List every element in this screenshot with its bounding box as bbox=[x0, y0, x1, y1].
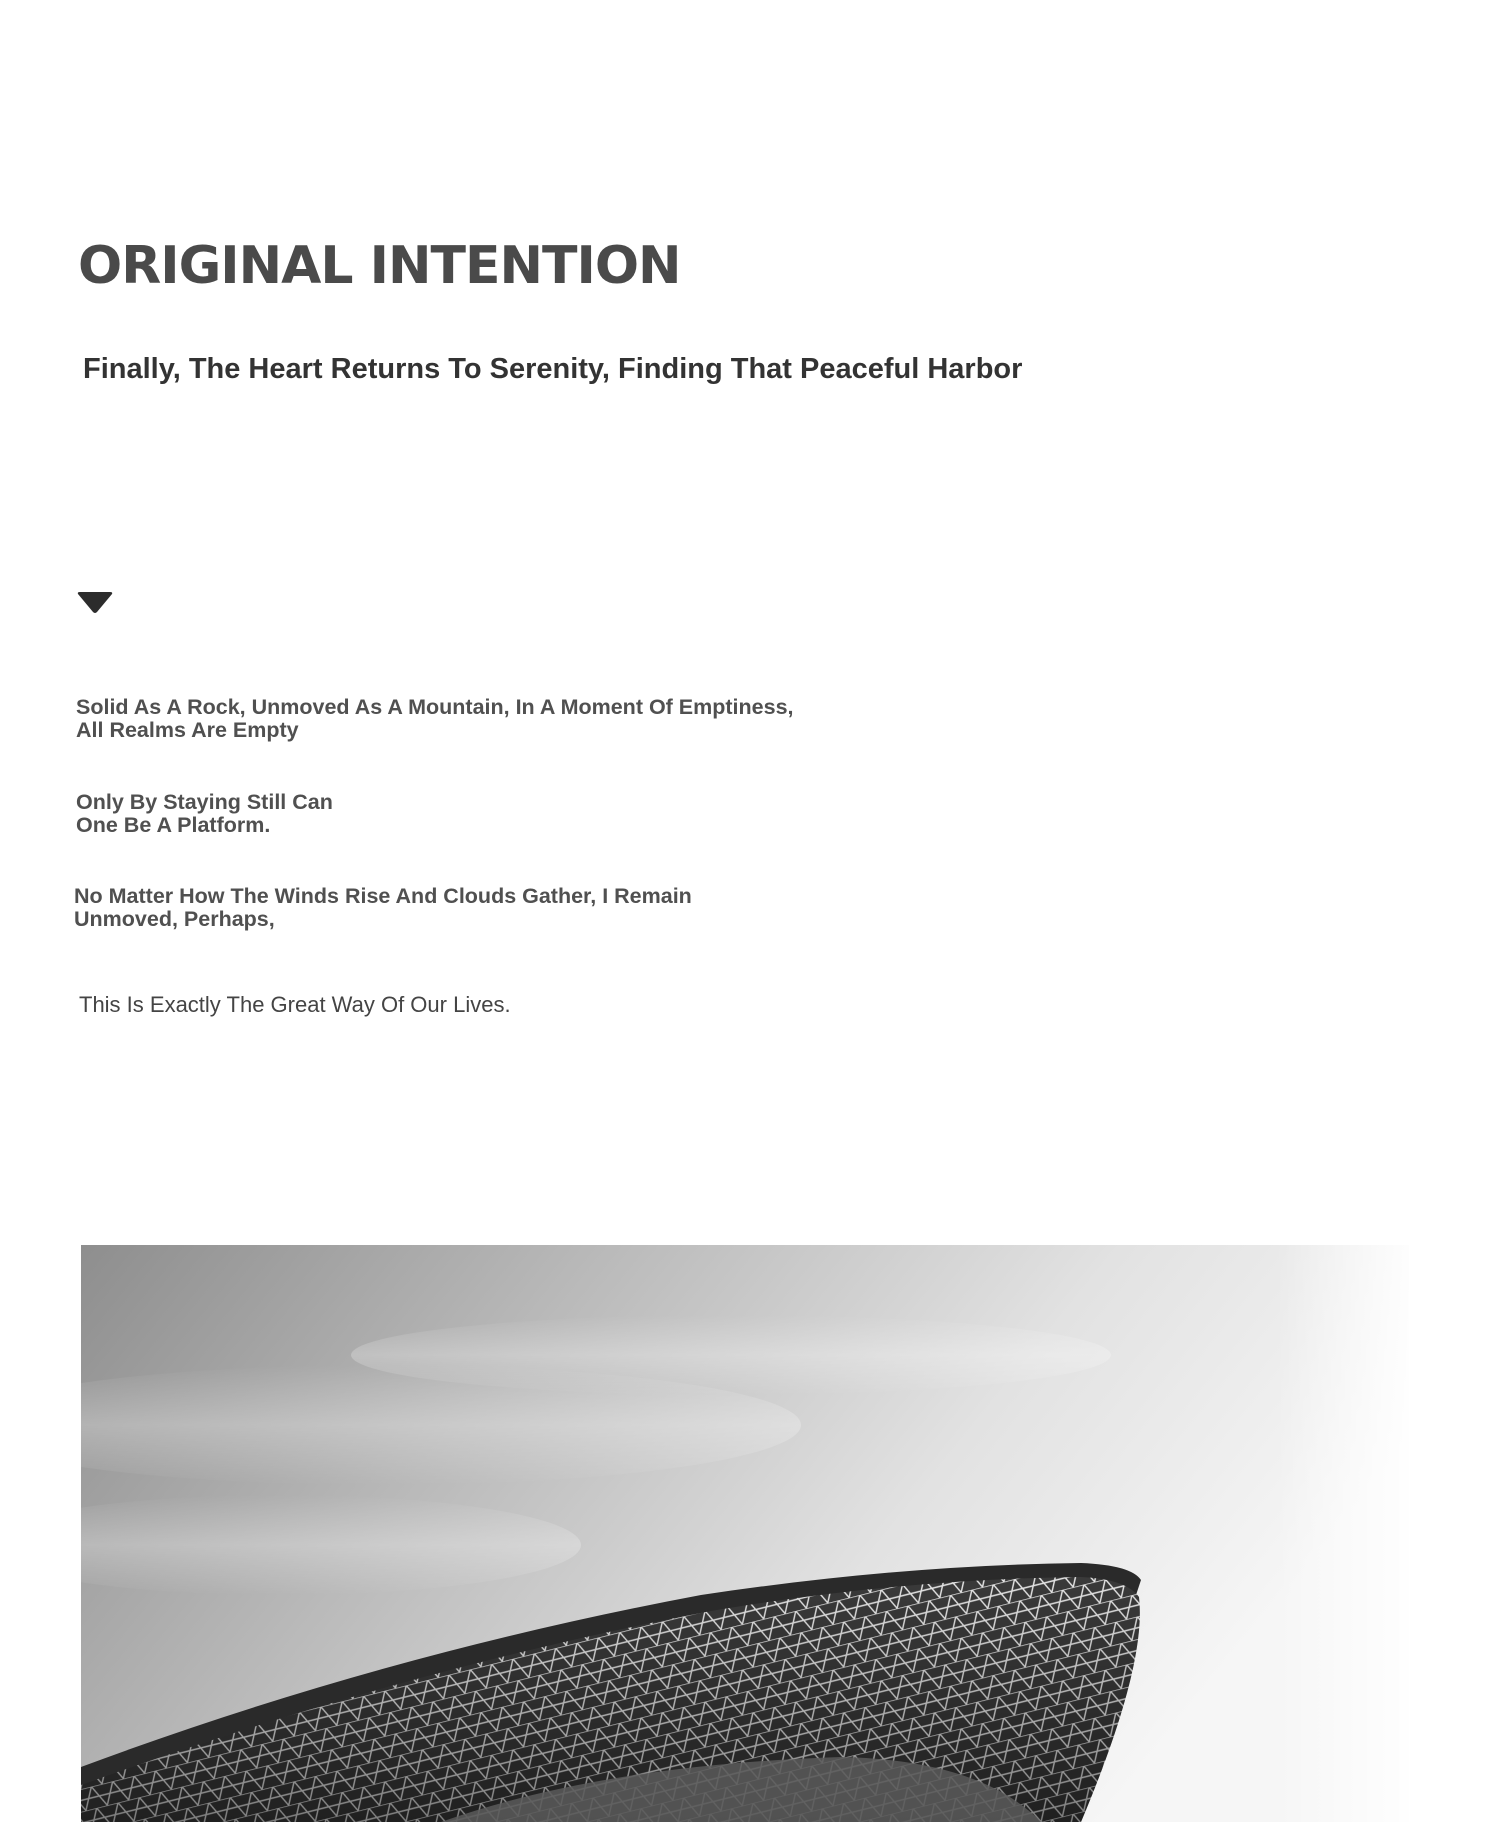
verse-1 bbox=[76, 696, 794, 742]
telescope-photo-image bbox=[81, 1245, 1409, 1822]
telescope-photo bbox=[81, 1245, 1409, 1822]
hero-subtitle: Finally, The Heart Returns To Serenity, Finding That Peaceful Harbor bbox=[83, 353, 1023, 385]
verse-1-line-1: Solid As A Rock, Unmoved As A Mountain, In A Moment Of Emptiness, bbox=[76, 695, 794, 719]
brand-title: ORIGINAL INTENTION bbox=[78, 236, 681, 296]
verse-3-line-1: No Matter How The Winds Rise And Clouds Gather, I Remain bbox=[74, 884, 692, 908]
verse-2 bbox=[76, 791, 333, 837]
caret-down-icon[interactable] bbox=[76, 591, 114, 615]
verse-1-line-2: All Realms Are Empty bbox=[76, 718, 299, 742]
verse-3-line-2: Unmoved, Perhaps, bbox=[74, 907, 275, 931]
verse-2-line-2: One Be A Platform. bbox=[76, 813, 271, 837]
verse-3 bbox=[74, 885, 692, 931]
closing-line: This Is Exactly The Great Way Of Our Lives. bbox=[79, 992, 511, 1017]
verse-2-line-1: Only By Staying Still Can bbox=[76, 790, 333, 814]
